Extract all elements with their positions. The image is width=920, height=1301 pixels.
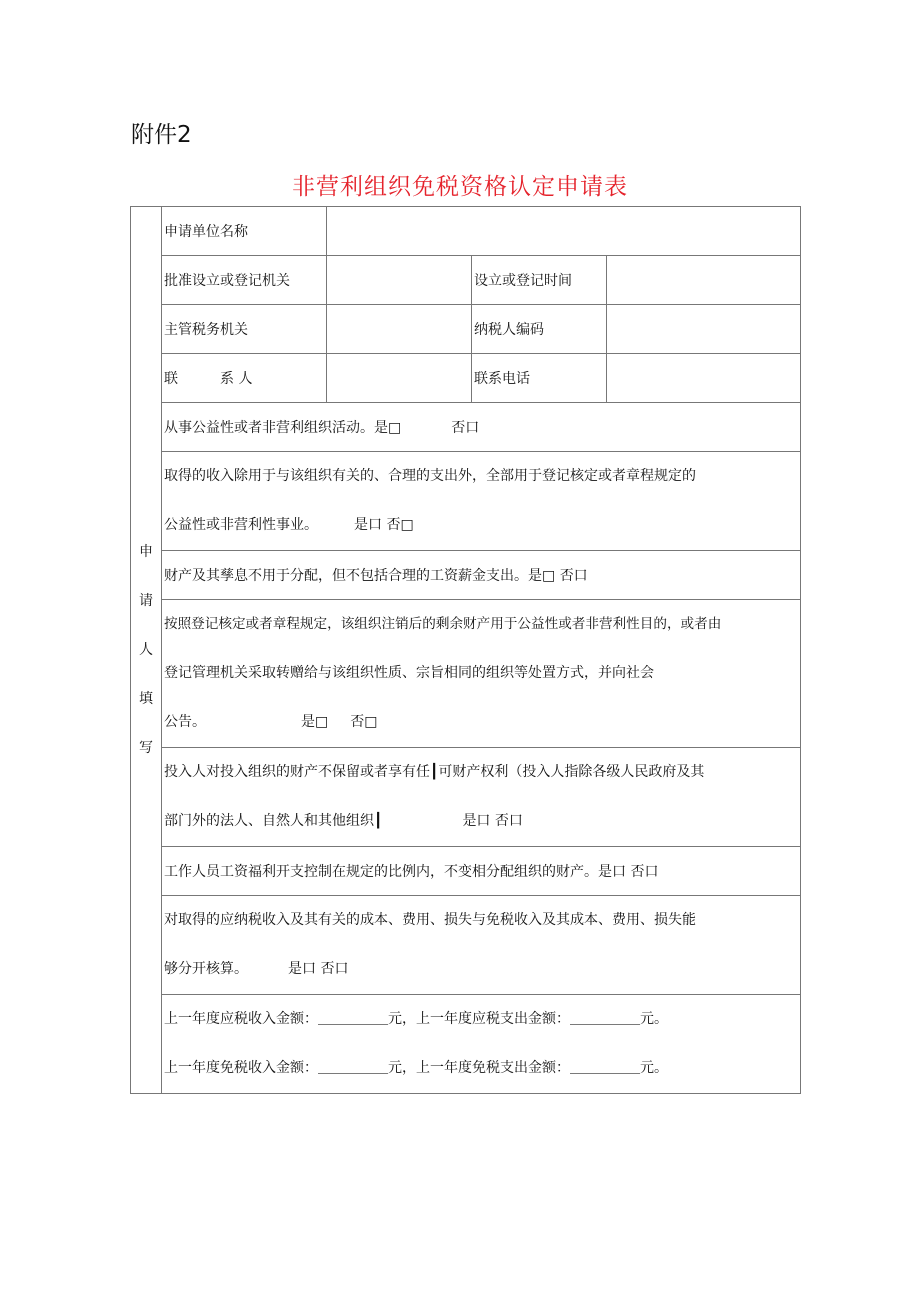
attachment-label: 附件2 (131, 122, 192, 148)
yes-checkbox[interactable]: 是口 (598, 864, 626, 880)
question-row (162, 551, 801, 600)
question-row (162, 403, 801, 452)
registration-time-field[interactable] (607, 256, 801, 305)
label-contact-phone: 联系电话 (472, 354, 607, 403)
yes-checkbox[interactable]: 是口 (462, 813, 491, 829)
no-checkbox[interactable]: 否口 (451, 420, 480, 436)
approving-authority-field[interactable] (327, 256, 472, 305)
taxable-amounts-line[interactable]: 上一年度应税收入金额：＿＿＿＿＿元，上一年度应税支出金额：＿＿＿＿＿元。 (164, 1011, 668, 1027)
question-text: 对取得的应纳税收入及其有关的成本、费用、损失与免税收入及其成本、费用、损失能 (164, 912, 696, 928)
question-row (162, 748, 801, 847)
contact-phone-field[interactable] (607, 354, 801, 403)
label-approving-authority: 批准设立或登记机关 (162, 256, 327, 305)
tax-authority-field[interactable] (327, 305, 472, 354)
yes-checkbox[interactable]: 是口 (354, 517, 382, 533)
label-taxpayer-id: 纳税人编码 (472, 305, 607, 354)
question-text: 公益性或非营利性事业。 (164, 517, 318, 533)
question-row (162, 452, 801, 551)
label-applicant-name: 申请单位名称 (162, 207, 327, 256)
label-contact-person: 联 系 人 (162, 354, 327, 403)
no-checkbox[interactable]: 否口 (559, 568, 588, 584)
side-char: 请 (139, 592, 153, 609)
side-char: 人 (139, 641, 153, 658)
side-char: 填 (139, 690, 153, 707)
form-title: 非营利组织免税资格认定申请表 (292, 174, 628, 200)
contact-person-field[interactable] (327, 354, 472, 403)
label-registration-time: 设立或登记时间 (472, 256, 607, 305)
side-char: 申 (139, 543, 153, 560)
yes-checkbox[interactable]: 是□ (528, 568, 556, 584)
no-checkbox[interactable]: 否□ (386, 517, 414, 533)
no-checkbox[interactable]: 否口 (630, 864, 659, 880)
question-text: 取得的收入除用于与该组织有关的、合理的支出外，全部用于登记核定或者章程规定的 (164, 468, 696, 484)
label-tax-authority: 主管税务机关 (162, 305, 327, 354)
no-checkbox[interactable]: 否口 (320, 961, 349, 977)
question-text: 够分开核算。 (164, 961, 248, 977)
question-row (162, 847, 801, 896)
no-checkbox[interactable]: 否口 (494, 813, 523, 829)
application-form-table (130, 206, 801, 1094)
question-row (162, 896, 801, 995)
applicant-fill-label (131, 207, 162, 1094)
question-row (162, 600, 801, 748)
taxpayer-id-field[interactable] (607, 305, 801, 354)
question-text: 登记管理机关采取转赠给与该组织性质、宗旨相同的组织等处置方式，并向社会 (164, 665, 654, 681)
yes-checkbox[interactable]: 是□ (301, 714, 329, 730)
applicant-name-field[interactable] (327, 207, 801, 256)
yes-checkbox[interactable]: 是□ (374, 420, 402, 436)
question-text: 工作人员工资福利开支控制在规定的比例内，不变相分配组织的财产。 (164, 864, 598, 880)
question-text: 公告。 (164, 714, 206, 730)
exempt-amounts-line[interactable]: 上一年度免税收入金额：＿＿＿＿＿元，上一年度免税支出金额：＿＿＿＿＿元。 (164, 1060, 668, 1076)
question-text: 投入人对投入组织的财产不保留或者享有任┃可财产权利（投入人指除各级人民政府及其 (164, 764, 705, 780)
question-text: 部门外的法人、自然人和其他组织┃ (164, 813, 383, 829)
no-checkbox[interactable]: 否□ (350, 714, 378, 730)
side-char: 写 (139, 739, 153, 756)
question-text: 财产及其孳息不用于分配，但不包括合理的工资薪金支出。 (164, 568, 528, 584)
question-text: 按照登记核定或者章程规定，该组织注销后的剩余财产用于公益性或者非营利性目的，或者由 (164, 616, 722, 632)
question-text: 从事公益性或者非营利组织活动。 (164, 420, 374, 436)
amounts-row (162, 995, 801, 1094)
yes-checkbox[interactable]: 是口 (288, 961, 316, 977)
